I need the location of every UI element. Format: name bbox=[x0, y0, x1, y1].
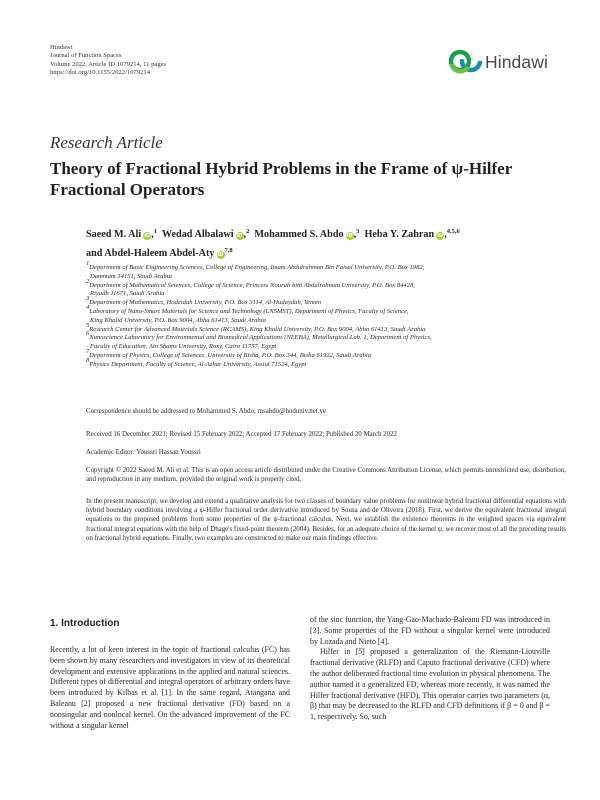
publisher-name: Hindawi bbox=[50, 44, 73, 51]
academic-editor: Academic Editor: Youssri Hassan Youssri bbox=[86, 449, 201, 456]
and-word: and bbox=[86, 247, 103, 259]
affiliation: $^1$Department of Basic Engineering Sciences, College of Engineering, Imam Abdulrahman Bin Faisal University, P.O. Box 1982, Dammam 34151, Saudi Arabia bbox=[86, 260, 425, 280]
intro-paragraph: Hilfer in [5] proposed a generalization of the Riemann-Liouville fractional derivative (RLFD) and Caputo fractional derivative (CFD) where the author deliberated fractional time evolution in physical phenomena. The author named it a generalized FD, whereas more recently, it was named the Hilfer fractional derivative (HFD). This operator carries two parameters (α, β) that may be decreased to the RLFD and CFD definitions if β = 0 and β = 1, respectively. So, such bbox=[310, 647, 550, 722]
author-sup: 7,8 bbox=[224, 246, 233, 254]
orcid-icon[interactable]: iD bbox=[346, 233, 353, 239]
author-name[interactable]: Saeed M. Ali bbox=[86, 229, 142, 240]
journal-meta bbox=[50, 44, 166, 77]
affiliations bbox=[86, 260, 566, 370]
section-heading: 1. Introduction bbox=[50, 618, 120, 629]
affiliation: $^7$Department of Physics, College of Sciences, University of Bisha, P.O. Box 344, Bisha 61922, Saudi Arabia bbox=[86, 347, 372, 359]
article-type: Research Article bbox=[50, 133, 163, 152]
affiliation: $^3$Department of Mathematics, Hodeidah University, P.O. Box 3114, Al-Hudaydah, Yemen bbox=[86, 295, 322, 307]
volume-line: Volume 2022, Article ID 1079214, 11 pages bbox=[50, 60, 167, 68]
intro-left-column: Recently, a lot of keen interest in the topic of fractional calculus (FC) has been shown by many researchers and investigators in view of its theoretical development and extensive applications in the applied and natural sciences. Different types of differential and integral operators of arbitrary orders have been introduced by Kilbas et al. [1]. In the same regard, Atangana and Baleanu [2] proposed a new fractional derivative (FD) based on a nonsingular and nonlocal kernel. On the advanced improvement of the FC without a singular kernel bbox=[50, 645, 290, 730]
affiliation: $^6$Nanoscience Laboratory for Environmental and Biomedical Applications (NLEBA), Metallurgical Lab. 1, Department of Physics, Faculty of Education, Ain Shams University, Roxy, Cairo 11757, Egypt bbox=[86, 330, 432, 351]
correspondence: Correspondence should be addressed to Mohammed S. Abdo; msabdo@hoduniv.net.ye bbox=[86, 408, 326, 415]
intro-right-column bbox=[310, 615, 550, 723]
orcid-icon[interactable]: iD bbox=[144, 233, 151, 239]
paper-title: Theory of Fractional Hybrid Problems in the Frame of ψ-Hilfer Fractional Operators bbox=[50, 159, 512, 199]
affiliation: $^4$Laboratory of Nano-Smart Materials for Science and Technology (LNSMST), Department of Physics, Faculty of Science, King Khalid University, P.O. Box 9004, Abha 61413, Saudi Arabia bbox=[86, 303, 409, 324]
intro-paragraph: of the sinc function, the Yang-Gao-Machado-Baleanu FD was introduced in [3]. Some properties of the FD without a singular kernel were introduced by Lozada and Nieto [4]. bbox=[310, 615, 550, 646]
journal-name: Journal of Function Spaces bbox=[50, 52, 122, 60]
doi-link[interactable]: https://doi.org/10.1155/2022/1079214 bbox=[50, 68, 151, 76]
affiliation: $^5$Research Center for Advanced Materials Science (RCAMS), King Khalid University, P.O. Box 9004, Abha 61413, Saudi Arabia bbox=[86, 321, 426, 333]
publication-dates: Received 16 December 2021; Revised 15 February 2022; Accepted 17 February 2022; Published 20 March 2022 bbox=[86, 431, 397, 438]
author-sup: 3 bbox=[356, 228, 360, 235]
author-sup: 2 bbox=[246, 228, 250, 235]
author-list: Saeed M. Ali iD,$^1$ Wedad Albalawi iD,$^2$ Mohammed S. Abdo iD,$^3$ Heba Y. Zahran iD,$^{4,5,6}$ and Abdel-Haleem Abdel-Aty iD$^{7,8}$ bbox=[86, 228, 460, 259]
affiliation: $^2$Department of Mathematical Sciences, College of Science, Princess Nourah bint Abdulrahman University, P.O. Box 84428, Riyadh 11671, Saudi Arabia bbox=[86, 277, 415, 298]
author-sup: 1 bbox=[153, 228, 157, 235]
author-name[interactable]: Wedad Albalawi bbox=[161, 229, 234, 240]
abstract: In the present manuscript, we develop and extend a qualitative analysis for two classes of boundary value problems for nonlinear hybrid fractional differential equations with hybrid boundary conditions involving a ψ-Hilfer fractional order derivative introduced by Sousa and de Oliveira (2018). First, we derive the equivalent fractional integral equations to the proposed problems from some properties of the ψ-fractional calculus. Next, we establish the existence theorems in the weighted spaces via equivalent fractional integral equations with the help of Dhage's fixed-point theorem (2004). Besides, for an adequate choice of the kernel ψ, we recover most of all the preceding results on fractional hybrid equations. Finally, two examples are constructed to make our main findings effective. bbox=[86, 498, 566, 542]
author-name[interactable]: Mohammed S. Abdo bbox=[254, 229, 344, 240]
author-name[interactable]: Heba Y. Zahran bbox=[364, 229, 435, 240]
copyright-notice: Copyright © 2022 Saeed M. Ali et al. This is an open access article distributed under the Creative Commons Attribution License, which permits unrestricted use, distribution, and reproduction in any medium, provided the original work is properly cited. bbox=[86, 467, 566, 484]
author-sup: 4,5,6 bbox=[446, 228, 460, 235]
logo-text: Hindawi bbox=[485, 52, 548, 72]
affiliation: $^8$Physics Department, Faculty of Science, Al-Azhar University, Assiut 71524, Egypt bbox=[86, 356, 307, 368]
orcid-icon[interactable]: iD bbox=[217, 251, 224, 258]
author-name[interactable]: Abdel-Haleem Abdel-Aty bbox=[104, 247, 215, 259]
orcid-icon[interactable]: iD bbox=[236, 233, 243, 239]
orcid-icon[interactable]: iD bbox=[437, 233, 444, 239]
